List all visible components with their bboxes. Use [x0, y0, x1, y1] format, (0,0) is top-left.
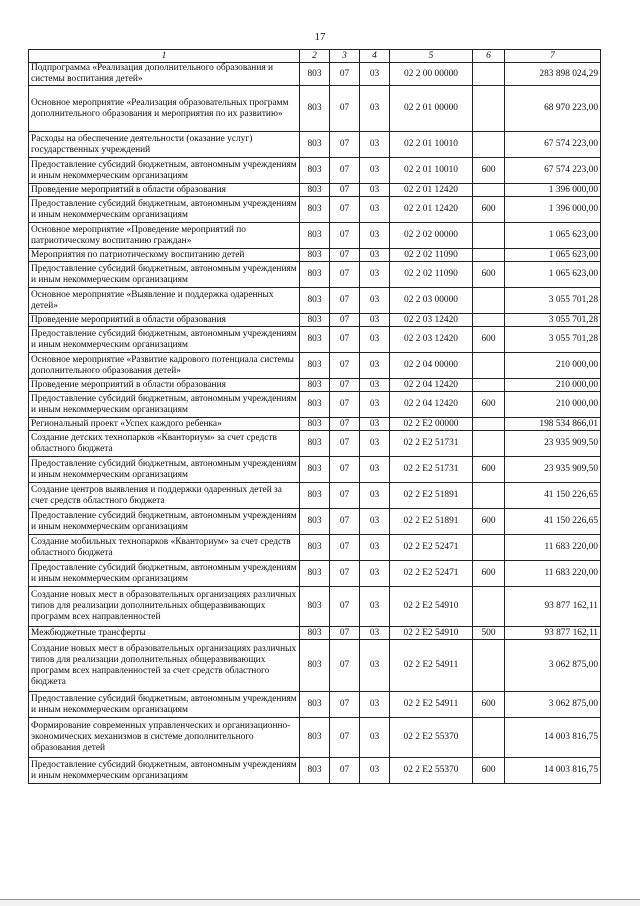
- row-section-cell: 07: [330, 509, 360, 535]
- table-row: [29, 535, 601, 561]
- row-section-cell: 07: [330, 587, 360, 627]
- table-row: [29, 249, 601, 262]
- row-name-cell: Основное мероприятие «Проведение мероприятий по патриотическому воспитанию граждан»: [29, 223, 300, 249]
- row-subsection-cell: 03: [360, 249, 390, 262]
- row-type-cell: [473, 535, 505, 561]
- row-target-cell: 02 2 02 11090: [390, 249, 473, 262]
- row-subsection-cell: 03: [360, 353, 390, 379]
- row-section-cell: 07: [330, 561, 360, 587]
- table-row: [29, 627, 601, 640]
- row-code-cell: 803: [300, 327, 330, 353]
- row-code-cell: 803: [300, 184, 330, 197]
- table-body: [29, 63, 601, 784]
- row-subsection-cell: 03: [360, 158, 390, 184]
- row-amount-cell: 210 000,00: [505, 379, 601, 392]
- row-name-cell: Проведение мероприятий в области образования: [29, 379, 300, 392]
- row-subsection-cell: 03: [360, 718, 390, 758]
- row-type-cell: 500: [473, 627, 505, 640]
- row-section-cell: 07: [330, 223, 360, 249]
- row-section-cell: 07: [330, 431, 360, 457]
- row-name-cell: Межбюджетные трансферты: [29, 627, 300, 640]
- row-subsection-cell: 03: [360, 288, 390, 314]
- header-col-6: 6: [473, 50, 505, 63]
- row-name-cell: Предоставление субсидий бюджетным, автономным учреждениям и иным некоммерческим организациям: [29, 561, 300, 587]
- row-section-cell: 07: [330, 86, 360, 132]
- row-name-cell: Предоставление субсидий бюджетным, автономным учреждениям и иным некоммерческим организациям: [29, 197, 300, 223]
- row-type-cell: 600: [473, 158, 505, 184]
- row-code-cell: 803: [300, 457, 330, 483]
- row-code-cell: 803: [300, 718, 330, 758]
- row-target-cell: 02 2 E2 51891: [390, 509, 473, 535]
- row-name-cell: Создание детских технопарков «Кванториум» за счет средств областного бюджета: [29, 431, 300, 457]
- row-section-cell: 07: [330, 132, 360, 158]
- row-name-cell: Предоставление субсидий бюджетным, автономным учреждениям и иным некоммерческим организациям: [29, 457, 300, 483]
- row-amount-cell: 1 396 000,00: [505, 184, 601, 197]
- table-row: [29, 431, 601, 457]
- row-amount-cell: 1 065 623,00: [505, 249, 601, 262]
- row-section-cell: 07: [330, 627, 360, 640]
- row-amount-cell: 11 683 220,00: [505, 561, 601, 587]
- table-row: [29, 353, 601, 379]
- row-section-cell: 07: [330, 314, 360, 327]
- row-code-cell: 803: [300, 535, 330, 561]
- row-code-cell: 803: [300, 431, 330, 457]
- row-amount-cell: 67 574 223,00: [505, 158, 601, 184]
- row-name-cell: Предоставление субсидий бюджетным, автономным учреждениям и иным некоммерческим организациям: [29, 262, 300, 288]
- row-target-cell: 02 2 00 00000: [390, 63, 473, 86]
- row-code-cell: 803: [300, 640, 330, 692]
- table-row: [29, 288, 601, 314]
- row-section-cell: 07: [330, 288, 360, 314]
- row-type-cell: 600: [473, 392, 505, 418]
- row-type-cell: [473, 288, 505, 314]
- row-name-cell: Предоставление субсидий бюджетным, автономным учреждениям и иным некоммерческим организациям: [29, 758, 300, 784]
- row-amount-cell: 41 150 226,65: [505, 509, 601, 535]
- table-row: [29, 418, 601, 431]
- header-col-3: 3: [330, 50, 360, 63]
- table-row: [29, 63, 601, 86]
- row-subsection-cell: 03: [360, 509, 390, 535]
- row-type-cell: [473, 249, 505, 262]
- row-subsection-cell: 03: [360, 184, 390, 197]
- row-name-cell: Предоставление субсидий бюджетным, автономным учреждениям и иным некоммерческим организациям: [29, 692, 300, 718]
- row-code-cell: 803: [300, 353, 330, 379]
- table-row: [29, 223, 601, 249]
- table-row: [29, 327, 601, 353]
- table-row: [29, 314, 601, 327]
- row-amount-cell: 283 898 024,29: [505, 63, 601, 86]
- row-target-cell: 02 2 E2 00000: [390, 418, 473, 431]
- row-type-cell: 600: [473, 509, 505, 535]
- row-code-cell: 803: [300, 392, 330, 418]
- row-type-cell: [473, 379, 505, 392]
- row-name-cell: Предоставление субсидий бюджетным, автономным учреждениям и иным некоммерческим организациям: [29, 158, 300, 184]
- row-code-cell: 803: [300, 63, 330, 86]
- row-amount-cell: 3 062 875,00: [505, 640, 601, 692]
- row-amount-cell: 14 003 816,75: [505, 718, 601, 758]
- row-subsection-cell: 03: [360, 483, 390, 509]
- row-type-cell: [473, 431, 505, 457]
- row-code-cell: 803: [300, 314, 330, 327]
- row-target-cell: 02 2 E2 55370: [390, 758, 473, 784]
- row-target-cell: 02 2 03 12420: [390, 327, 473, 353]
- row-subsection-cell: 03: [360, 223, 390, 249]
- row-name-cell: Предоставление субсидий бюджетным, автономным учреждениям и иным некоммерческим организациям: [29, 392, 300, 418]
- row-type-cell: [473, 132, 505, 158]
- row-amount-cell: 1 065 623,00: [505, 262, 601, 288]
- row-section-cell: 07: [330, 327, 360, 353]
- row-subsection-cell: 03: [360, 262, 390, 288]
- row-target-cell: 02 2 E2 54910: [390, 627, 473, 640]
- row-code-cell: 803: [300, 158, 330, 184]
- row-type-cell: 600: [473, 457, 505, 483]
- table-header-row: [29, 50, 601, 63]
- row-amount-cell: 23 935 909,50: [505, 457, 601, 483]
- header-col-2: 2: [300, 50, 330, 63]
- table-row: [29, 509, 601, 535]
- row-target-cell: 02 2 E2 51891: [390, 483, 473, 509]
- header-col-5: 5: [390, 50, 473, 63]
- row-name-cell: Проведение мероприятий в области образования: [29, 314, 300, 327]
- table-row: [29, 692, 601, 718]
- row-amount-cell: 198 534 866,01: [505, 418, 601, 431]
- row-amount-cell: 3 062 875,00: [505, 692, 601, 718]
- table-row: [29, 483, 601, 509]
- row-section-cell: 07: [330, 692, 360, 718]
- row-name-cell: Мероприятия по патриотическому воспитанию детей: [29, 249, 300, 262]
- row-type-cell: [473, 587, 505, 627]
- row-name-cell: Основное мероприятие «Выявление и поддержка одаренных детей»: [29, 288, 300, 314]
- row-type-cell: [473, 314, 505, 327]
- row-type-cell: [473, 223, 505, 249]
- row-type-cell: [473, 353, 505, 379]
- row-subsection-cell: 03: [360, 86, 390, 132]
- row-type-cell: 600: [473, 561, 505, 587]
- row-code-cell: 803: [300, 561, 330, 587]
- row-subsection-cell: 03: [360, 314, 390, 327]
- row-type-cell: 600: [473, 692, 505, 718]
- row-name-cell: Предоставление субсидий бюджетным, автономным учреждениям и иным некоммерческим организациям: [29, 327, 300, 353]
- row-type-cell: [473, 640, 505, 692]
- row-target-cell: 02 2 03 00000: [390, 288, 473, 314]
- row-name-cell: Региональный проект «Успех каждого ребенка»: [29, 418, 300, 431]
- row-amount-cell: 1 065 623,00: [505, 223, 601, 249]
- table-row: [29, 184, 601, 197]
- table-row: [29, 86, 601, 132]
- table-row: [29, 262, 601, 288]
- row-target-cell: 02 2 01 12420: [390, 197, 473, 223]
- table-row: [29, 587, 601, 627]
- row-target-cell: 02 2 01 00000: [390, 86, 473, 132]
- row-target-cell: 02 2 E2 54911: [390, 692, 473, 718]
- row-target-cell: 02 2 01 12420: [390, 184, 473, 197]
- row-type-cell: [473, 184, 505, 197]
- header-col-1: 1: [29, 50, 300, 63]
- row-amount-cell: 210 000,00: [505, 353, 601, 379]
- row-name-cell: Создание новых мест в образовательных организациях различных типов для реализации дополнительных общеразвивающих программ всех направленностей за счет средств областного бюджета: [29, 640, 300, 692]
- row-type-cell: 600: [473, 197, 505, 223]
- row-amount-cell: 93 877 162,11: [505, 587, 601, 627]
- row-amount-cell: 1 396 000,00: [505, 197, 601, 223]
- row-target-cell: 02 2 E2 54911: [390, 640, 473, 692]
- row-code-cell: 803: [300, 627, 330, 640]
- row-target-cell: 02 2 04 12420: [390, 392, 473, 418]
- row-amount-cell: 68 970 223,00: [505, 86, 601, 132]
- row-section-cell: 07: [330, 640, 360, 692]
- row-amount-cell: 11 683 220,00: [505, 535, 601, 561]
- row-type-cell: 600: [473, 327, 505, 353]
- table-row: [29, 758, 601, 784]
- row-name-cell: Проведение мероприятий в области образования: [29, 184, 300, 197]
- row-name-cell: Предоставление субсидий бюджетным, автономным учреждениям и иным некоммерческим организациям: [29, 509, 300, 535]
- table-row: [29, 561, 601, 587]
- table-row: [29, 158, 601, 184]
- row-code-cell: 803: [300, 197, 330, 223]
- row-type-cell: [473, 86, 505, 132]
- row-section-cell: 07: [330, 197, 360, 223]
- header-col-4: 4: [360, 50, 390, 63]
- row-type-cell: 600: [473, 758, 505, 784]
- row-code-cell: 803: [300, 249, 330, 262]
- row-section-cell: 07: [330, 353, 360, 379]
- row-type-cell: [473, 483, 505, 509]
- row-code-cell: 803: [300, 587, 330, 627]
- row-amount-cell: 3 055 701,28: [505, 314, 601, 327]
- row-name-cell: Создание центров выявления и поддержки одаренных детей за счет средств областного бюджета: [29, 483, 300, 509]
- table-row: [29, 392, 601, 418]
- row-code-cell: 803: [300, 483, 330, 509]
- row-code-cell: 803: [300, 288, 330, 314]
- row-name-cell: Создание новых мест в образовательных организациях различных типов для реализации дополнительных общеразвивающих программ всех направленностей: [29, 587, 300, 627]
- row-section-cell: 07: [330, 535, 360, 561]
- row-subsection-cell: 03: [360, 63, 390, 86]
- row-name-cell: Основное мероприятие «Реализация образовательных программ дополнительного образования и мероприятия по их развитию»: [29, 86, 300, 132]
- row-section-cell: 07: [330, 418, 360, 431]
- row-subsection-cell: 03: [360, 418, 390, 431]
- row-section-cell: 07: [330, 63, 360, 86]
- row-target-cell: 02 2 01 10010: [390, 132, 473, 158]
- row-target-cell: 02 2 02 11090: [390, 262, 473, 288]
- row-name-cell: Расходы на обеспечение деятельности (оказание услуг) государственных учреждений: [29, 132, 300, 158]
- row-section-cell: 07: [330, 184, 360, 197]
- table-row: [29, 640, 601, 692]
- row-target-cell: 02 2 03 12420: [390, 314, 473, 327]
- row-name-cell: Создание мобильных технопарков «Кванториум» за счет средств областного бюджета: [29, 535, 300, 561]
- row-subsection-cell: 03: [360, 692, 390, 718]
- row-code-cell: 803: [300, 509, 330, 535]
- row-target-cell: 02 2 E2 55370: [390, 718, 473, 758]
- row-name-cell: Основное мероприятие «Развитие кадрового потенциала системы дополнительного образования детей»: [29, 353, 300, 379]
- row-section-cell: 07: [330, 158, 360, 184]
- row-target-cell: 02 2 04 12420: [390, 379, 473, 392]
- row-code-cell: 803: [300, 223, 330, 249]
- table-row: [29, 718, 601, 758]
- row-target-cell: 02 2 04 00000: [390, 353, 473, 379]
- row-code-cell: 803: [300, 379, 330, 392]
- row-subsection-cell: 03: [360, 457, 390, 483]
- row-code-cell: 803: [300, 758, 330, 784]
- row-subsection-cell: 03: [360, 392, 390, 418]
- row-target-cell: 02 2 E2 51731: [390, 457, 473, 483]
- page-number: 17: [314, 31, 326, 43]
- row-amount-cell: 210 000,00: [505, 392, 601, 418]
- row-amount-cell: 41 150 226,65: [505, 483, 601, 509]
- budget-table: [28, 49, 601, 784]
- row-name-cell: Подпрограмма «Реализация дополнительного образования и системы воспитания детей»: [29, 63, 300, 86]
- row-amount-cell: 3 055 701,28: [505, 288, 601, 314]
- row-code-cell: 803: [300, 418, 330, 431]
- row-section-cell: 07: [330, 457, 360, 483]
- row-target-cell: 02 2 E2 52471: [390, 561, 473, 587]
- row-type-cell: [473, 63, 505, 86]
- row-subsection-cell: 03: [360, 758, 390, 784]
- row-subsection-cell: 03: [360, 379, 390, 392]
- row-name-cell: Формирование современных управленческих и организационно-экономических механизмов в системе дополнительного образования детей: [29, 718, 300, 758]
- row-code-cell: 803: [300, 86, 330, 132]
- row-section-cell: 07: [330, 392, 360, 418]
- row-section-cell: 07: [330, 718, 360, 758]
- row-target-cell: 02 2 E2 51731: [390, 431, 473, 457]
- row-amount-cell: 67 574 223,00: [505, 132, 601, 158]
- row-section-cell: 07: [330, 262, 360, 288]
- row-subsection-cell: 03: [360, 431, 390, 457]
- row-section-cell: 07: [330, 483, 360, 509]
- row-target-cell: 02 2 E2 54910: [390, 587, 473, 627]
- row-amount-cell: 3 055 701,28: [505, 327, 601, 353]
- row-target-cell: 02 2 02 00000: [390, 223, 473, 249]
- row-type-cell: [473, 418, 505, 431]
- table-row: [29, 379, 601, 392]
- row-type-cell: 600: [473, 262, 505, 288]
- row-section-cell: 07: [330, 758, 360, 784]
- table-row: [29, 132, 601, 158]
- row-code-cell: 803: [300, 262, 330, 288]
- row-subsection-cell: 03: [360, 627, 390, 640]
- row-code-cell: 803: [300, 692, 330, 718]
- table-row: [29, 457, 601, 483]
- row-code-cell: 803: [300, 132, 330, 158]
- row-amount-cell: 14 003 816,75: [505, 758, 601, 784]
- row-subsection-cell: 03: [360, 640, 390, 692]
- row-type-cell: [473, 718, 505, 758]
- row-section-cell: 07: [330, 379, 360, 392]
- table-row: [29, 197, 601, 223]
- header-col-7: 7: [505, 50, 601, 63]
- row-subsection-cell: 03: [360, 535, 390, 561]
- row-subsection-cell: 03: [360, 327, 390, 353]
- row-target-cell: 02 2 01 10010: [390, 158, 473, 184]
- row-section-cell: 07: [330, 249, 360, 262]
- row-amount-cell: 93 877 162,11: [505, 627, 601, 640]
- row-subsection-cell: 03: [360, 587, 390, 627]
- row-subsection-cell: 03: [360, 132, 390, 158]
- row-amount-cell: 23 935 909,50: [505, 431, 601, 457]
- row-subsection-cell: 03: [360, 197, 390, 223]
- row-subsection-cell: 03: [360, 561, 390, 587]
- row-target-cell: 02 2 E2 52471: [390, 535, 473, 561]
